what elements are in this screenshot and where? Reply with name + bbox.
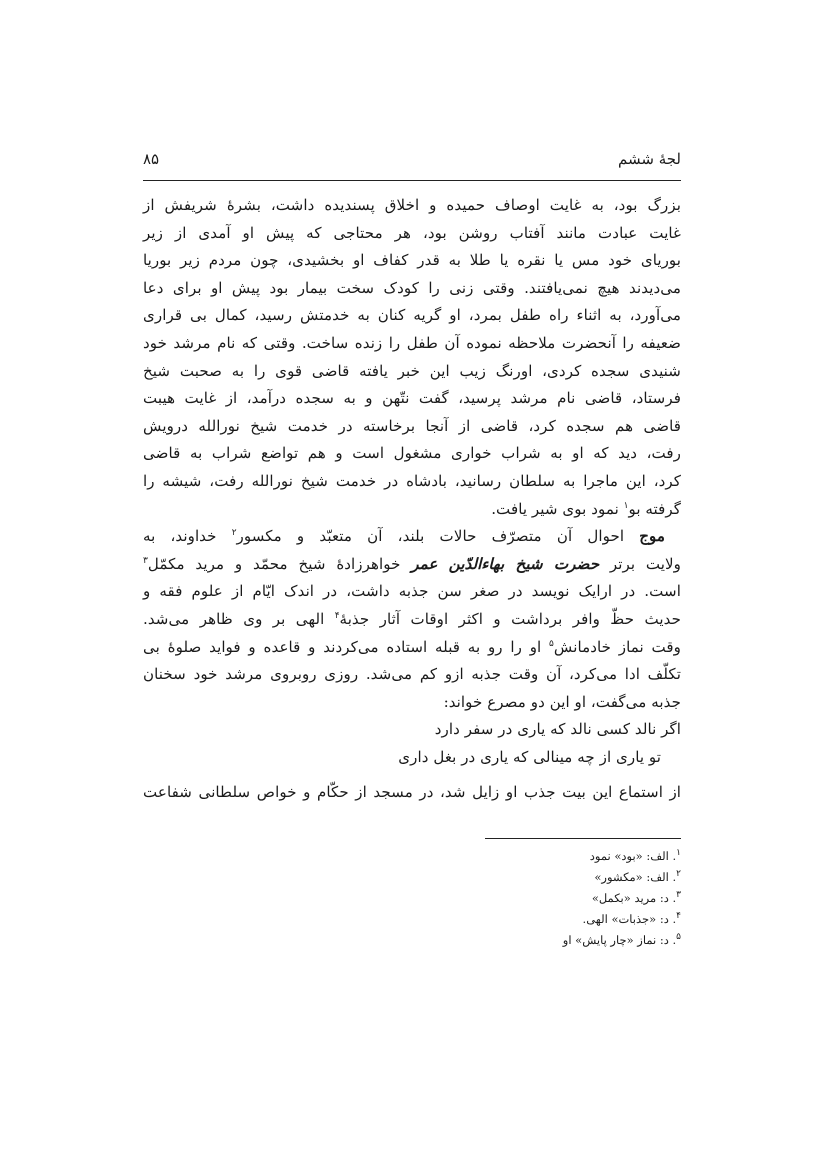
header-rule bbox=[143, 180, 681, 181]
footnote-number: ۲ bbox=[676, 869, 681, 880]
footnote-mark: ۵ bbox=[549, 638, 554, 649]
footnote-item bbox=[481, 846, 681, 867]
text-segment: ولایت برتر bbox=[599, 554, 681, 573]
footnote-number: ۵ bbox=[676, 932, 681, 943]
text-segment: احوال آن متصرّف حالات بلند، آن متعبّد و مکسور bbox=[236, 527, 640, 546]
text-line: بزرگ بود، به غایت اوصاف حمیده و اخلاق پسندیده داشت، بشرهٔ شریفش از bbox=[143, 196, 681, 214]
text-line: کرد، این ماجرا به سلطان رسانید، بادشاه در خدمت شیخ نورالله رفت، شیشه را bbox=[143, 471, 681, 490]
text-line: می‌دیدند هیچ نمی‌یافتند. وقتی زنی را کودک سخت بیمار بود پیش او برای دعا bbox=[143, 278, 681, 297]
text-line: رفت، دید که او به شراب خواری مشغول است و هم تواضع شراب به قاضی bbox=[143, 444, 681, 463]
section-heading-word: موج bbox=[639, 527, 665, 546]
text-line: شنیدی سجده کردی، اورنگ زیب این خبر یافته قاضی قوی را به صحبت شیخ bbox=[143, 361, 681, 380]
text-line bbox=[143, 551, 681, 579]
footnote-text: . د: مرید «بکمل» bbox=[591, 891, 677, 905]
text-segment: خواهرزادهٔ شیخ محمّد و مرید مکمّل bbox=[147, 554, 412, 573]
page-header bbox=[143, 150, 681, 178]
page-number: ۸۵ bbox=[143, 150, 160, 168]
footnote-text: . الف: «مکشور» bbox=[594, 870, 677, 884]
footnote-mark: ۲ bbox=[231, 528, 237, 539]
text-segment: او را رو به قبله استاده می‌کردند و قاعده و فواید صلوهٔ بی bbox=[143, 637, 550, 656]
text-line: جذبه می‌گفت، او این دو مصرع خواند: bbox=[443, 692, 681, 711]
running-title: لجۀ ششم bbox=[618, 150, 681, 168]
footnote-rule bbox=[485, 838, 681, 839]
paragraph-2 bbox=[143, 523, 681, 771]
footnote-mark: ۴ bbox=[334, 610, 340, 621]
footnote-item bbox=[481, 930, 681, 951]
footnote-number: ۴ bbox=[676, 911, 681, 922]
text-line: قاضی هم سجده کرد، قاضی از آنجا برخاسته در خدمت شیخ نورالله درویش bbox=[143, 416, 681, 435]
footnote-item bbox=[481, 867, 681, 888]
text-segment: خداوند، به bbox=[143, 527, 232, 546]
footnotes bbox=[481, 846, 681, 951]
verse-line-2: تو یاری از چه مینالی که یاری در بغل داری bbox=[398, 747, 661, 766]
text-line: می‌آورد، به اثناء راه طفل بمرد، او گریه کنان به خدمتش رسید، کمال بی قراری bbox=[143, 306, 681, 325]
text-line: فرستاد، قاضی نام مرشد پرسید، گفت نتّهن و به سجده درآمد، از غایت هیبت bbox=[143, 389, 681, 408]
footnote-number: ۱ bbox=[676, 848, 681, 859]
text-line bbox=[143, 496, 681, 524]
footnote-item bbox=[481, 888, 681, 909]
body-text bbox=[143, 192, 681, 807]
footnote-text: . د: نماز «چار پایش» او bbox=[562, 933, 677, 947]
footnote-number: ۳ bbox=[676, 890, 681, 901]
footnote-item bbox=[481, 909, 681, 930]
paragraph-1 bbox=[143, 192, 681, 523]
text-segment: الهی بر وی ظاهر می‌شد. bbox=[143, 609, 335, 628]
text-segment: وقت نماز خادمانش bbox=[553, 637, 681, 656]
text-line bbox=[143, 634, 681, 662]
verse-line-1: اگر نالد کسی نالد که یاری در سفر دارد bbox=[434, 720, 681, 739]
text-line: است. در ارایک نویسد در صغر سن جذبه داشت، در اندک ایّام از علوم فقه و bbox=[143, 582, 681, 601]
footnote-mark: ۱ bbox=[623, 500, 629, 511]
text-line: از استماع این بیت جذب او زایل شد، در مسجد از حکّام و خواص سلطانی شفاعت bbox=[143, 783, 681, 802]
footnote-text: . د: «جذبات» الهی. bbox=[582, 912, 677, 926]
paragraph-3 bbox=[143, 779, 681, 807]
bold-name: حضرت شیخ بهاءالدّین عمر bbox=[411, 554, 600, 573]
text-segment: حدیث حظّ وافر برداشت و اکثر اوقات آثار جذبهٔ bbox=[339, 609, 681, 628]
text-line: تکلّف ادا می‌کرد، آن وقت جذبه ازو کم می‌شد. روزی روبروی مرشد خود سخنان bbox=[143, 665, 681, 684]
text-segment: نمود بوی شیر یافت. bbox=[491, 499, 624, 518]
footnote-mark: ۳ bbox=[143, 555, 148, 566]
text-line: ضعیفه را آنحضرت ملاحظه نموده آن طفل را زنده ساخت. وقتی که نام مرشد خود bbox=[143, 333, 681, 352]
footnote-text: . الف: «بود» نمود bbox=[589, 849, 677, 863]
text-line: غایت عبادت مانند آفتاب روشن بود، هر محتاجی که پیش او آمدی از زیر bbox=[143, 223, 681, 242]
text-line: بوریای خود مس یا نقره یا طلا به قدر کفاف او بخشیدی، چون مردم زیر بوریا bbox=[143, 251, 681, 270]
text-segment: گرفته بو bbox=[628, 499, 681, 518]
text-line bbox=[143, 523, 681, 551]
text-line bbox=[143, 606, 681, 634]
